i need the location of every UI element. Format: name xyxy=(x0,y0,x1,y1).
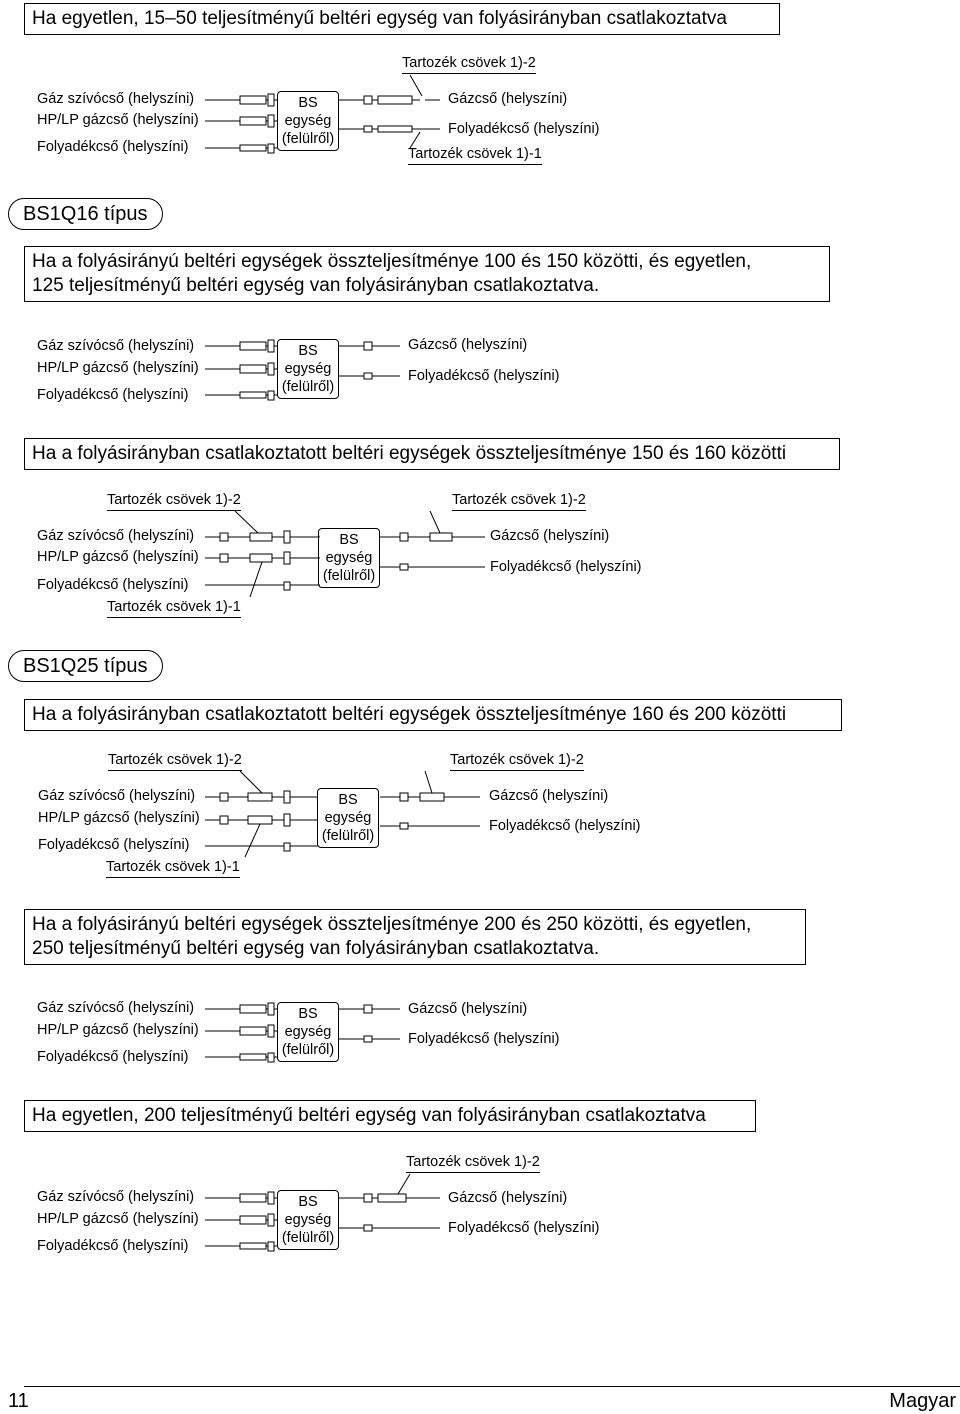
bs-unit-line1: BS xyxy=(298,1006,318,1022)
bs-unit-line1: BS xyxy=(338,792,358,808)
gas-out-label: Gázcső (helyszíni) xyxy=(490,528,610,544)
bs-unit xyxy=(277,1002,339,1062)
liquid-out-label: Folyadékcső (helyszíni) xyxy=(408,368,560,384)
liquid-label: Folyadékcső (helyszíni) xyxy=(38,837,190,853)
gas-suction-label: Gáz szívócső (helyszíni) xyxy=(37,91,195,107)
liquid-label: Folyadékcső (helyszíni) xyxy=(37,1049,189,1065)
gas-suction-label: Gáz szívócső (helyszíni) xyxy=(37,1189,195,1205)
accessory-label: Tartozék csövek 1)-2 xyxy=(450,752,584,771)
gas-out-label: Gázcső (helyszíni) xyxy=(448,91,568,107)
heading-line: Ha a folyásirányú beltéri egységek összteljesítménye 100 és 150 közötti, és egyetlen, xyxy=(32,251,752,272)
heading-single-200: Ha egyetlen, 200 teljesítményű beltéri egység van folyásirányban csatlakoztatva xyxy=(24,1100,756,1132)
bs-unit xyxy=(318,528,380,588)
liquid-out-label: Folyadékcső (helyszíni) xyxy=(448,1220,600,1236)
bs-unit-line3: (felülről) xyxy=(281,379,335,395)
liquid-label: Folyadékcső (helyszíni) xyxy=(37,1238,189,1254)
bs-unit xyxy=(277,1190,339,1250)
heading-line: 125 teljesítményű beltéri egység van folyásirányban csatlakoztatva. xyxy=(32,275,600,296)
liquid-out-label: Folyadékcső (helyszíni) xyxy=(408,1031,560,1047)
accessory-label: Tartozék csövek 1)-2 xyxy=(406,1154,540,1173)
accessory-label: Tartozék csövek 1)-2 xyxy=(107,492,241,511)
page-number: 11 xyxy=(8,1390,29,1412)
heading-line: Ha a folyásirányú beltéri egységek összteljesítménye 200 és 250 közötti, és egyetlen, xyxy=(32,914,752,935)
heading-150-160: Ha a folyásirányban csatlakoztatott beltéri egységek összteljesítménye 150 és 160 közötti xyxy=(24,438,840,470)
liquid-out-label: Folyadékcső (helyszíni) xyxy=(448,121,600,137)
gas-out-label: Gázcső (helyszíni) xyxy=(408,337,528,353)
bs-unit-line3: (felülről) xyxy=(281,1042,335,1058)
liquid-label: Folyadékcső (helyszíni) xyxy=(37,577,189,593)
hp-lp-label: HP/LP gázcső (helyszíni) xyxy=(37,360,199,376)
bs-unit-line2: egység xyxy=(284,1212,332,1228)
hp-lp-label: HP/LP gázcső (helyszíni) xyxy=(38,810,200,826)
gas-suction-label: Gáz szívócső (helyszíni) xyxy=(38,788,196,804)
bs-unit-line2: egység xyxy=(325,550,373,566)
type-badge-bs1q25: BS1Q25 típus xyxy=(8,650,163,682)
hp-lp-label: HP/LP gázcső (helyszíni) xyxy=(37,1211,199,1227)
bs-unit-line1: BS xyxy=(298,1194,318,1210)
bs-unit-line2: egység xyxy=(324,810,372,826)
footer-divider xyxy=(24,1386,960,1387)
bs-unit-line3: (felülről) xyxy=(322,568,376,584)
hp-lp-label: HP/LP gázcső (helyszíni) xyxy=(37,549,199,565)
accessory-label: Tartozék csövek 1)-1 xyxy=(408,146,542,165)
liquid-label: Folyadékcső (helyszíni) xyxy=(37,387,189,403)
bs-unit-line3: (felülről) xyxy=(281,1230,335,1246)
gas-suction-label: Gáz szívócső (helyszíni) xyxy=(37,338,195,354)
heading-160-200: Ha a folyásirányban csatlakoztatott beltéri egységek összteljesítménye 160 és 200 közötti xyxy=(24,699,842,731)
footer-language: Magyar xyxy=(889,1390,956,1412)
liquid-label: Folyadékcső (helyszíni) xyxy=(37,139,189,155)
accessory-label: Tartozék csövek 1)-2 xyxy=(452,492,586,511)
hp-lp-label: HP/LP gázcső (helyszíni) xyxy=(37,1022,199,1038)
gas-out-label: Gázcső (helyszíni) xyxy=(408,1001,528,1017)
bs-unit-line2: egység xyxy=(284,1024,332,1040)
accessory-label: Tartozék csövek 1)-2 xyxy=(108,752,242,771)
liquid-out-label: Folyadékcső (helyszíni) xyxy=(490,559,642,575)
bs-unit-line3: (felülről) xyxy=(321,828,375,844)
heading-200-250 xyxy=(24,909,806,965)
hp-lp-label: HP/LP gázcső (helyszíni) xyxy=(37,112,199,128)
accessory-label: Tartozék csövek 1)-1 xyxy=(106,859,240,878)
bs-unit-line1: BS xyxy=(298,343,318,359)
bs-unit xyxy=(277,91,339,151)
bs-unit xyxy=(317,788,379,848)
gas-suction-label: Gáz szívócső (helyszíni) xyxy=(37,1000,195,1016)
heading-100-150 xyxy=(24,246,830,302)
liquid-out-label: Folyadékcső (helyszíni) xyxy=(489,818,641,834)
heading-single-15-50: Ha egyetlen, 15–50 teljesítményű beltéri egység van folyásirányban csatlakoztatva xyxy=(24,3,780,35)
bs-unit xyxy=(277,339,339,399)
bs-unit-line3: (felülről) xyxy=(281,131,335,147)
bs-unit-line2: egység xyxy=(284,361,332,377)
accessory-label: Tartozék csövek 1)-2 xyxy=(402,55,536,74)
bs-unit-line1: BS xyxy=(298,95,318,111)
bs-unit-line1: BS xyxy=(339,532,359,548)
accessory-label: Tartozék csövek 1)-1 xyxy=(107,599,241,618)
bs-unit-line2: egység xyxy=(284,113,332,129)
heading-line: 250 teljesítményű beltéri egység van folyásirányban csatlakoztatva. xyxy=(32,938,600,959)
gas-suction-label: Gáz szívócső (helyszíni) xyxy=(37,528,195,544)
gas-out-label: Gázcső (helyszíni) xyxy=(448,1190,568,1206)
type-badge-bs1q16: BS1Q16 típus xyxy=(8,198,163,230)
gas-out-label: Gázcső (helyszíni) xyxy=(489,788,609,804)
